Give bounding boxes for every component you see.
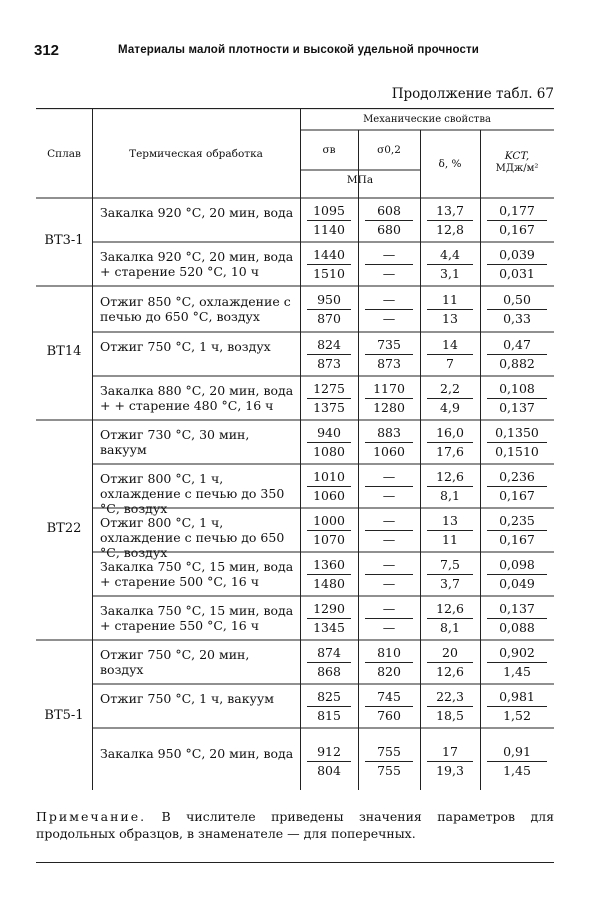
denominator-transverse: 1070: [313, 532, 345, 547]
denominator-transverse: 820: [377, 664, 401, 679]
value-fraction-k: [480, 247, 554, 282]
value-fraction-d: [420, 645, 480, 680]
value-fraction-sb: [300, 381, 358, 416]
denominator-transverse: —: [382, 311, 396, 326]
note-text: В числителе приведены значения параметров для продольных образцов, в знаменателе — для поперечных.: [36, 809, 554, 841]
numerator-longitudinal: 950: [317, 292, 341, 307]
numerator-longitudinal: 0,137: [499, 601, 535, 616]
running-title: Материалы малой плотности и высокой удельной прочности: [118, 44, 480, 56]
numerator-longitudinal: 11: [442, 292, 458, 307]
value-fraction-k: [480, 337, 554, 372]
denominator-transverse: 873: [377, 356, 401, 371]
numerator-longitudinal: 874: [317, 645, 341, 660]
value-fraction-s02: [358, 381, 420, 416]
numerator-longitudinal: 0,236: [499, 469, 535, 484]
numerator-longitudinal: 0,108: [499, 381, 535, 396]
denominator-transverse: 873: [317, 356, 341, 371]
value-fraction-sb: [300, 203, 358, 238]
running-header: [34, 40, 554, 64]
value-fraction-k: [480, 425, 554, 460]
numerator-longitudinal: 14: [442, 337, 458, 352]
header-mpa: МПа: [346, 174, 374, 186]
numerator-longitudinal: 883: [377, 425, 401, 440]
value-fraction-k: [480, 469, 554, 504]
numerator-longitudinal: 735: [377, 337, 401, 352]
value-fraction-d: [420, 469, 480, 504]
denominator-transverse: 0,167: [499, 222, 535, 237]
value-fraction-s02: [358, 513, 420, 548]
bottom-rule: [36, 862, 554, 863]
header-mechanical-properties: Механические свойства: [363, 114, 491, 125]
denominator-transverse: 0,167: [499, 488, 535, 503]
numerator-longitudinal: 13: [442, 513, 458, 528]
numerator-longitudinal: 0,91: [503, 744, 531, 759]
denominator-transverse: —: [382, 532, 396, 547]
denominator-transverse: 0,167: [499, 532, 535, 547]
value-fraction-sb: [300, 469, 358, 504]
numerator-longitudinal: 0,902: [499, 645, 535, 660]
numerator-longitudinal: 17: [442, 744, 458, 759]
numerator-longitudinal: 912: [317, 744, 341, 759]
numerator-longitudinal: 7,5: [440, 557, 460, 572]
value-fraction-k: [480, 645, 554, 680]
denominator-transverse: 0,882: [499, 356, 535, 371]
numerator-longitudinal: 0,1350: [495, 425, 539, 440]
numerator-longitudinal: 0,098: [499, 557, 535, 572]
denominator-transverse: 4,9: [440, 400, 460, 415]
denominator-transverse: 8,1: [440, 620, 460, 635]
value-fraction-d: [420, 337, 480, 372]
numerator-longitudinal: 22,3: [436, 689, 464, 704]
numerator-longitudinal: —: [382, 292, 396, 307]
denominator-transverse: —: [382, 266, 396, 281]
treatment-cell: Отжиг 850 °С, охлаждение с печью до 650 °С, воздух: [100, 294, 291, 324]
denominator-transverse: 3,1: [440, 266, 460, 281]
value-fraction-d: [420, 203, 480, 238]
numerator-longitudinal: 2,2: [440, 381, 460, 396]
denominator-transverse: 680: [377, 222, 401, 237]
treatment-cell: Закалка 920 °С, 20 мин, вода + старение 520 °С, 10 ч: [100, 249, 294, 279]
numerator-longitudinal: 810: [377, 645, 401, 660]
numerator-longitudinal: 20: [442, 645, 458, 660]
denominator-transverse: 1080: [313, 444, 345, 459]
numerator-longitudinal: 1095: [313, 203, 345, 218]
numerator-longitudinal: 0,177: [499, 203, 535, 218]
numerator-longitudinal: —: [382, 513, 396, 528]
numerator-longitudinal: 12,6: [436, 469, 464, 484]
denominator-transverse: 1,45: [503, 763, 531, 778]
value-fraction-k: [480, 513, 554, 548]
value-fraction-s02: [358, 203, 420, 238]
header-sigma-b: σв: [322, 144, 336, 156]
denominator-transverse: 868: [317, 664, 341, 679]
denominator-transverse: 804: [317, 763, 341, 778]
denominator-transverse: —: [382, 620, 396, 635]
denominator-transverse: 8,1: [440, 488, 460, 503]
alloy-name: ВТ14: [46, 344, 82, 359]
value-fraction-sb: [300, 292, 358, 327]
denominator-transverse: 0,088: [499, 620, 535, 635]
denominator-transverse: 870: [317, 311, 341, 326]
value-fraction-sb: [300, 689, 358, 724]
numerator-longitudinal: 12,6: [436, 601, 464, 616]
numerator-longitudinal: 0,039: [499, 247, 535, 262]
numerator-longitudinal: 0,47: [503, 337, 531, 352]
treatment-cell: Закалка 880 °С, 20 мин, вода + + старение 480 °С, 16 ч: [100, 383, 294, 413]
denominator-transverse: 3,7: [440, 576, 460, 591]
value-fraction-sb: [300, 425, 358, 460]
numerator-longitudinal: 755: [377, 744, 401, 759]
numerator-longitudinal: 1000: [313, 513, 345, 528]
value-fraction-k: [480, 744, 554, 779]
value-fraction-k: [480, 557, 554, 592]
page-number: 312: [34, 42, 60, 59]
value-fraction-sb: [300, 513, 358, 548]
numerator-longitudinal: 745: [377, 689, 401, 704]
treatment-cell: Отжиг 750 °С, 1 ч, воздух: [100, 339, 271, 354]
value-fraction-d: [420, 744, 480, 779]
header-treatment: Термическая обработка: [129, 148, 263, 160]
denominator-transverse: 18,5: [436, 708, 464, 723]
denominator-transverse: 7: [446, 356, 454, 371]
denominator-transverse: 1060: [373, 444, 405, 459]
header-kct-unit: МДж/м²: [495, 163, 539, 174]
value-fraction-d: [420, 247, 480, 282]
numerator-longitudinal: 0,235: [499, 513, 535, 528]
treatment-cell: Закалка 750 °С, 15 мин, вода + старение 500 °С, 16 ч: [100, 559, 294, 589]
value-fraction-s02: [358, 601, 420, 636]
value-fraction-s02: [358, 292, 420, 327]
value-fraction-k: [480, 601, 554, 636]
denominator-transverse: 12,8: [436, 222, 464, 237]
denominator-transverse: 760: [377, 708, 401, 723]
treatment-cell: Отжиг 800 °С, 1 ч, охлаждение с печью до 350 °С, воздух: [100, 471, 285, 516]
denominator-transverse: 0,137: [499, 400, 535, 415]
numerator-longitudinal: 608: [377, 203, 401, 218]
table-continuation-caption: Продолжение табл. 67: [391, 86, 554, 102]
numerator-longitudinal: 825: [317, 689, 341, 704]
numerator-longitudinal: —: [382, 469, 396, 484]
value-fraction-s02: [358, 645, 420, 680]
denominator-transverse: —: [382, 576, 396, 591]
value-fraction-k: [480, 292, 554, 327]
numerator-longitudinal: 13,7: [436, 203, 464, 218]
denominator-transverse: 1510: [313, 266, 345, 281]
treatment-cell: Отжиг 750 °С, 20 мин, воздух: [100, 647, 250, 677]
properties-table: [36, 108, 554, 790]
value-fraction-d: [420, 381, 480, 416]
value-fraction-s02: [358, 247, 420, 282]
value-fraction-d: [420, 601, 480, 636]
denominator-transverse: 1375: [313, 400, 345, 415]
value-fraction-sb: [300, 744, 358, 779]
denominator-transverse: 1,45: [503, 664, 531, 679]
numerator-longitudinal: 0,981: [499, 689, 535, 704]
value-fraction-d: [420, 557, 480, 592]
denominator-transverse: 17,6: [436, 444, 464, 459]
value-fraction-d: [420, 425, 480, 460]
numerator-longitudinal: —: [382, 247, 396, 262]
numerator-longitudinal: 1440: [313, 247, 345, 262]
numerator-longitudinal: —: [382, 557, 396, 572]
value-fraction-sb: [300, 601, 358, 636]
denominator-transverse: 0,33: [503, 311, 531, 326]
numerator-longitudinal: 1275: [313, 381, 345, 396]
value-fraction-sb: [300, 645, 358, 680]
value-fraction-d: [420, 292, 480, 327]
value-fraction-s02: [358, 557, 420, 592]
alloy-name: ВТ22: [46, 521, 82, 536]
denominator-transverse: 19,3: [436, 763, 464, 778]
header-alloy: Сплав: [47, 148, 81, 160]
denominator-transverse: 1060: [313, 488, 345, 503]
numerator-longitudinal: 16,0: [436, 425, 464, 440]
header-delta: δ, %: [438, 158, 462, 170]
value-fraction-sb: [300, 337, 358, 372]
value-fraction-d: [420, 513, 480, 548]
alloy-name: ВТ3-1: [44, 233, 84, 248]
denominator-transverse: 1480: [313, 576, 345, 591]
numerator-longitudinal: 4,4: [440, 247, 460, 262]
denominator-transverse: 1280: [373, 400, 405, 415]
value-fraction-s02: [358, 469, 420, 504]
denominator-transverse: 12,6: [436, 664, 464, 679]
table-note: [36, 808, 554, 842]
value-fraction-s02: [358, 689, 420, 724]
treatment-cell: Закалка 920 °С, 20 мин, вода: [100, 205, 294, 220]
value-fraction-s02: [358, 425, 420, 460]
denominator-transverse: 1140: [313, 222, 345, 237]
denominator-transverse: 0,031: [499, 266, 535, 281]
denominator-transverse: 13: [442, 311, 458, 326]
denominator-transverse: 0,1510: [495, 444, 539, 459]
value-fraction-s02: [358, 337, 420, 372]
numerator-longitudinal: 824: [317, 337, 341, 352]
note-lead: Примечание.: [36, 809, 147, 824]
alloy-name: ВТ5-1: [44, 708, 84, 723]
value-fraction-k: [480, 203, 554, 238]
numerator-longitudinal: 1170: [373, 381, 405, 396]
numerator-longitudinal: 1010: [313, 469, 345, 484]
numerator-longitudinal: 940: [317, 425, 341, 440]
denominator-transverse: —: [382, 488, 396, 503]
treatment-cell: Закалка 950 °С, 20 мин, вода: [100, 746, 294, 761]
value-fraction-k: [480, 689, 554, 724]
numerator-longitudinal: 1360: [313, 557, 345, 572]
header-kct: KCT,: [504, 150, 530, 162]
denominator-transverse: 11: [442, 532, 458, 547]
numerator-longitudinal: 1290: [313, 601, 345, 616]
treatment-cell: Закалка 750 °С, 15 мин, вода + старение 550 °С, 16 ч: [100, 603, 294, 633]
treatment-cell: Отжиг 750 °С, 1 ч, вакуум: [100, 691, 274, 706]
value-fraction-sb: [300, 247, 358, 282]
value-fraction-s02: [358, 744, 420, 779]
numerator-longitudinal: —: [382, 601, 396, 616]
denominator-transverse: 755: [377, 763, 401, 778]
treatment-cell: Отжиг 730 °С, 30 мин, вакуум: [100, 427, 250, 457]
denominator-transverse: 815: [317, 708, 341, 723]
denominator-transverse: 0,049: [499, 576, 535, 591]
header-sigma-02: σ0,2: [377, 144, 401, 156]
treatment-cell: Отжиг 800 °С, 1 ч, охлаждение с печью до 650 °С, воздух: [100, 515, 285, 560]
value-fraction-d: [420, 689, 480, 724]
denominator-transverse: 1,52: [503, 708, 531, 723]
numerator-longitudinal: 0,50: [503, 292, 531, 307]
denominator-transverse: 1345: [313, 620, 345, 635]
value-fraction-k: [480, 381, 554, 416]
value-fraction-sb: [300, 557, 358, 592]
